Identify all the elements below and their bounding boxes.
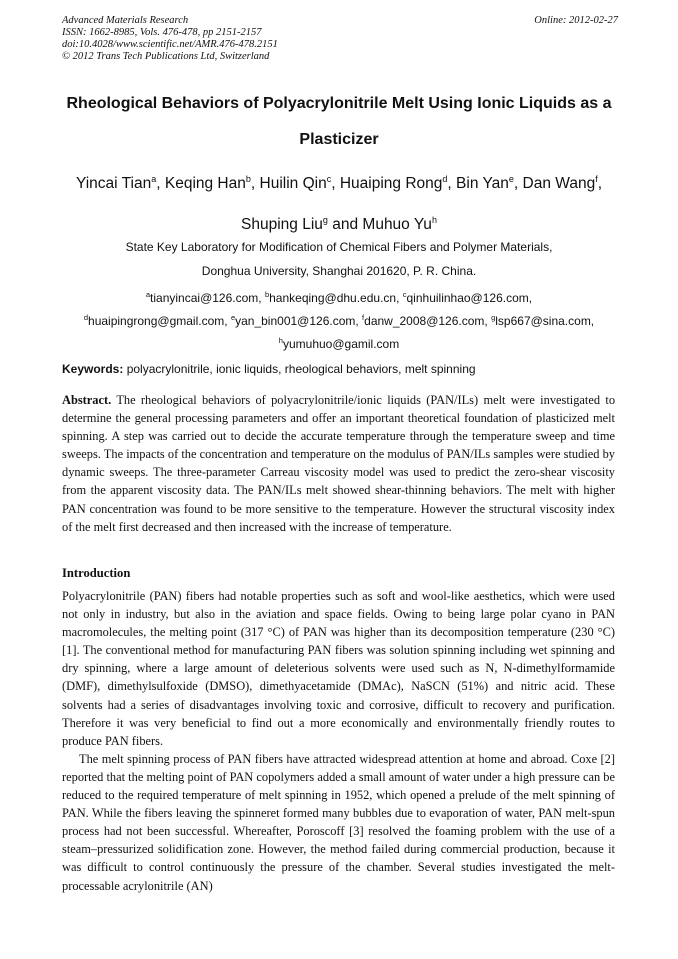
author-sup: a (151, 174, 157, 184)
author (260, 175, 340, 192)
email-address: tianyincai@126.com, (150, 291, 265, 305)
author-sup: c (326, 174, 332, 184)
email-sup: h (278, 336, 283, 345)
email-address: lsp667@sina.com, (495, 314, 595, 328)
author-sep: , (513, 175, 523, 193)
keywords-text: polyacrylonitrile, ionic liquids, rheological behaviors, melt spinning (126, 362, 476, 376)
author-name: Keqing Han (164, 175, 246, 193)
email-address: qinhuilinhao@126.com, (406, 291, 533, 305)
affiliation-line: State Key Laboratory for Modification of Chemical Fibers and Polymer Materials, (125, 240, 553, 254)
author-name: Bin Yan (456, 175, 509, 193)
doi-line: doi:10.4028/www.scientific.net/AMR.476-478.2151 (62, 39, 278, 50)
paragraph: The melt spinning process of PAN fibers have attracted widespread attention at home and abroad. Coxe [2] reported that the melting point of PAN copolymers added a small amount of water under a high pressure can be reduced to the required temperature of melt spinning in 1952, which opened a prelude of the melt spinning of PAN. While the fibers leaving the spinneret formed many bubbles due to evaporation of water, PAN melt-spun process had not been successful. Whereafter, Poroscoff [3] resolved the foaming problem with the use of a steam–pressurized solidification zone. However, the method failed during commercial production, because it was difficult to control continuously the pressure of the chamber. Several studies investigated the melt-processable acrylonitrile (AN) (62, 751, 615, 893)
email-address: yumuhuo@gamil.com (282, 337, 400, 351)
author-sup: e (508, 174, 514, 184)
abstract-text: The rheological behaviors of polyacrylonitrile/ionic liquids (PAN/ILs) melt were investigated to determine the general processing parameters and offer an important theoretical foundation of plasticized melt spinning. A step was carried out to decide the accurate temperature through the temperature sweep and time sweeps. The impacts of the concentration and temperature on the modulus of PAN/ILs samples were studied by dynamic sweeps. The three-parameter Carreau viscosity model was used to predict the zero-shear viscosity from the apparent viscosity data. The PAN/ILs melt showed shear-thinning behaviors. The melt with higher PAN concentration was found to be more sensitive to the temperature. However the structural viscosity index of the melt first decreased and then increased with the increase of temperature. (62, 393, 616, 534)
author (76, 175, 165, 192)
author-sup: b (245, 174, 251, 184)
email-sup: c (402, 290, 407, 299)
abstract (62, 391, 615, 536)
keywords (62, 361, 616, 377)
author-name: Huilin Qin (259, 175, 327, 193)
email-address: danw_2008@126.com, (364, 314, 492, 328)
author (241, 216, 362, 233)
author (523, 175, 602, 192)
author-sup: g (322, 215, 328, 226)
author-name: Yincai Tian (75, 175, 152, 193)
author (340, 175, 456, 192)
copyright-line: © 2012 Trans Tech Publications Ltd, Switzerland (62, 51, 270, 62)
email-list (30, 285, 648, 354)
abstract-label: Abstract. (62, 393, 112, 407)
email-line (30, 331, 648, 354)
author-sep: , (331, 175, 340, 193)
paragraph: Polyacrylonitrile (PAN) fibers had notable properties such as soft and wool-like aesthetics, which were used not only in industry, but also in the aviation and space fields. Owing to being large polar cyano in PAN macromolecules, the melting point (317 °C) of PAN was higher than its decomposition temperature (230 °C) [1]. The conventional method for manufacturing PAN fibers was solution spinning including wet spinning and dry spinning, where a large amount of deleterious solvents were used such as N, N-dimethylformamide (DMF), dimethylsulfoxide (DMSO), dimethyacetamide (DMAc), NaSCN (51%) and nitric acid. These solvents had a series of disadvantages involving toxic and corrosive, difficult to recovery and purification. Therefore it was very beneficial to find out a more economically and environmentally friendly routes to produce PAN fibers. (62, 589, 615, 748)
email-sup: f (362, 313, 365, 322)
author-list (30, 161, 648, 243)
email-address: hankeqing@dhu.edu.cn, (269, 291, 403, 305)
email-sup: d (83, 313, 89, 322)
email-sup: e (230, 313, 236, 322)
author-name: Dan Wang (522, 175, 596, 193)
author-sup: f (595, 174, 598, 184)
author-sep: and (327, 216, 363, 234)
email-sup: b (264, 290, 270, 299)
author-sep: , (597, 175, 603, 193)
email-sup: a (145, 290, 151, 299)
affiliation (30, 235, 648, 283)
author (362, 216, 437, 233)
introduction-body (62, 587, 615, 895)
email-line (30, 308, 648, 331)
author-sup: h (431, 215, 437, 226)
author-sep: , (250, 175, 260, 193)
author-name: Shuping Liu (241, 216, 323, 234)
journal-header (62, 15, 618, 63)
affiliation-line: Donghua University, Shanghai 201620, P. R. China. (201, 264, 477, 278)
paper-title: Rheological Behaviors of Polyacrylonitrile Melt Using Ionic Liquids as a Plasticizer (66, 95, 612, 148)
keywords-label: Keywords: (62, 362, 124, 376)
section-heading-introduction: Introduction (62, 566, 131, 580)
issn-line: ISSN: 1662-8985, Vols. 476-478, pp 2151-2157 (62, 27, 262, 38)
online-date: Online: 2012-02-27 (534, 15, 618, 26)
email-address: huaipingrong@gmail.com, (88, 314, 231, 328)
email-line (30, 285, 648, 308)
author (456, 175, 523, 192)
author-sep: , (447, 175, 457, 193)
email-address: yan_bin001@126.com, (235, 314, 363, 328)
author (165, 175, 260, 192)
author-sep: , (156, 175, 165, 193)
author-name: Huaiping Rong (339, 175, 443, 193)
journal-name: Advanced Materials Research (62, 15, 189, 26)
author-name: Muhuo Yu (362, 216, 432, 234)
author-sup: d (442, 174, 448, 184)
email-sup: g (491, 313, 496, 322)
